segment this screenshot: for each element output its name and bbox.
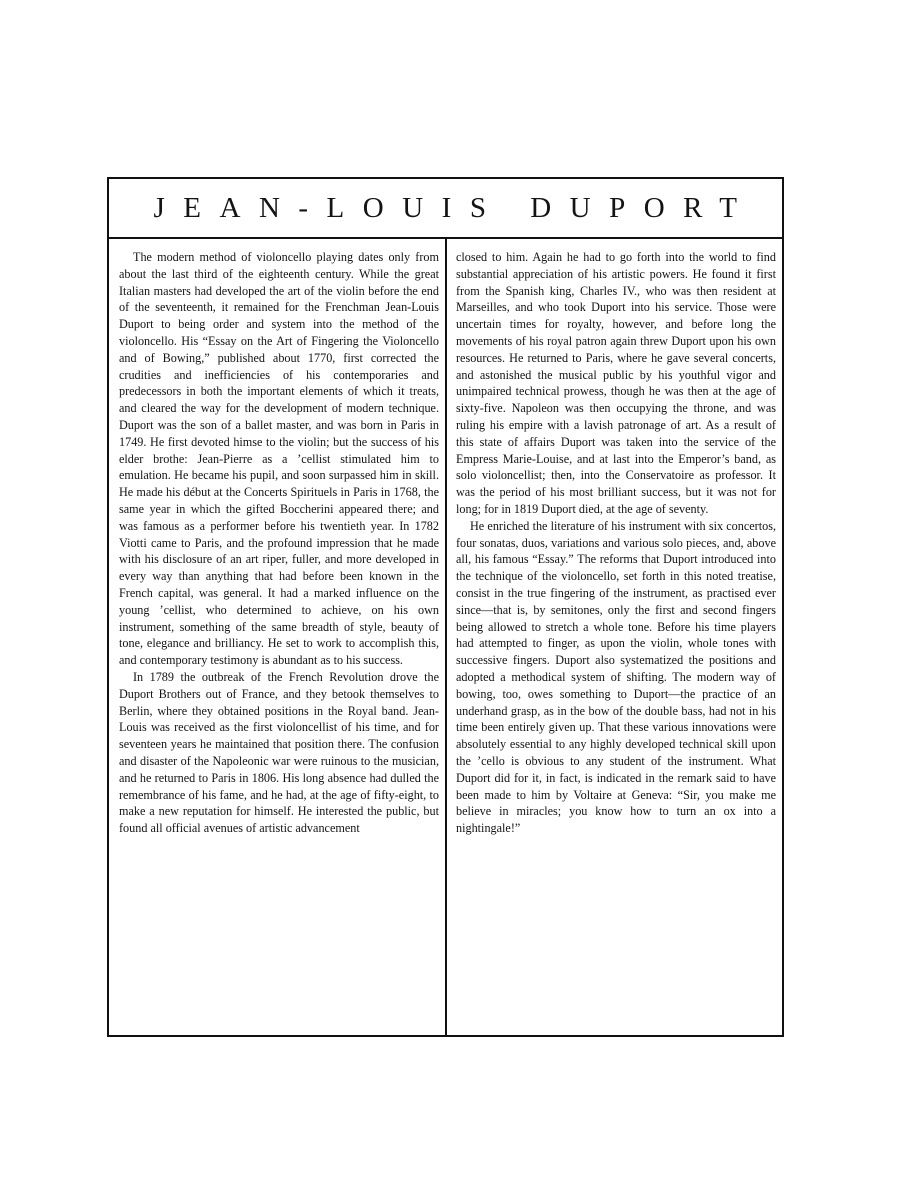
paragraph-3: He enriched the literature of his instrument with six concertos, four sonatas, duos, variations and various solo pieces, and, above all, his famous “Essay.” The reforms that Duport introduced into the technique of the violoncello, set forth in this noted treatise, consist in the true fingering of the instrument, as practised ever since—that is, by semitones, only the first and second fingers being allowed to stretch a whole tone. Before his time players had attempted to finger, as upon the violin, whole tones with successive fingers. Duport also systematized the positions and adopted a methodical system of shifting. The modern way of bowing, too, owes something to Duport—the practice of an underhand grasp, as in the bow of the double bass, had not in his time been entirely given up. That these various innovations were absolutely essential to any highly developed technical skill upon the ’cello is obvious to any student of the instrument. What Duport did for it, in fact, is indicated in the remark said to have been made to him by Voltaire at Geneva: “Sir, you make me believe in miracles; you know how to turn an ox into a nightingale!” [456, 518, 776, 836]
paragraph-2: In 1789 the outbreak of the French Revolution drove the Duport Brothers out of France, and they betook themselves to Berlin, where they obtained positions in the Royal band. Jean-Louis was received as the first violoncellist of his time, and for seventeen years he maintained that position there. The confusion and disaster of the Napoleonic war were ruinous to the musician, and he returned to Paris in 1806. His long absence had dulled the remembrance of his fame, and he had, at the age of fifty-eight, to make a new reputation for himself. He interested the public, but found all official avenues of artistic advancement [119, 669, 439, 836]
left-column [119, 249, 439, 837]
paragraph-1: The modern method of violoncello playing dates only from about the last third of the eighteenth century. While the great Italian masters had developed the art of the violin before the end of the seventeenth, it remained for the Frenchman Jean-Louis Duport to being order and system into the method of the violoncello. His “Essay on the Art of Fingering the Violoncello and of Bowing,” published about 1770, first corrected the crudities and inefficiencies of his contemporaries and predecessors in both the important elements of which it treats, and cleared the way for the development of modern technique. Duport was the son of a ballet master, and was born in Paris in 1749. He first devoted himse to the violin; but the success of his elder brothe: Jean-Pierre as a ’cellist stimulated him to emulation. He became his pupil, and soon surpassed him in skill. He made his début at the Concerts Spirituels in Paris in 1768, the same year in which the gifted Boccherini appeared there; and was famous as a performer before his twentieth year. In 1782 Viotti came to Paris, and the profound impression that he made with his disclosure of an art riper, fuller, and more developed in every way than anything that had before been known in the French capital, was general. It had a marked influence on the young ’cellist, who determined to achieve, on his own instrument, something of the same breadth of style, beauty of tone, elegance and brilliancy. He set to work to accomplish this, and contemporary testimony is abundant as to his success. [119, 250, 439, 668]
title-bar [109, 179, 782, 239]
article-title: JEAN-LOUIS DUPORT [153, 191, 756, 224]
column-divider [445, 237, 447, 1035]
article-frame [107, 177, 784, 1037]
paragraph-2-continued: closed to him. Again he had to go forth into the world to find substantial appreciation of his artistic powers. He found it first from the Spanish king, Charles IV., who was then resident at Marseilles, and who took Duport into his service. Those were uncertain times for royalty, however, and before long the movements of his royal patron again threw Duport upon his own resources. He returned to Paris, where he gave several concerts, and astonished the musical public by his youthful vigor and unimpaired technical prowess, though he was then at the age of sixty-five. Napoleon was then occupying the throne, and was ruling his empire with a lavish patronage of art. As a result of this state of affairs Duport was taken into the service of the Empress Marie-Louise, and at last into the Emperor’s band, as solo violoncellist; then, into the Conservatoire as professor. It was the period of his most brilliant success, but it was not for long; for in 1819 Duport died, at the age of seventy. [456, 250, 776, 516]
right-column [456, 249, 776, 837]
